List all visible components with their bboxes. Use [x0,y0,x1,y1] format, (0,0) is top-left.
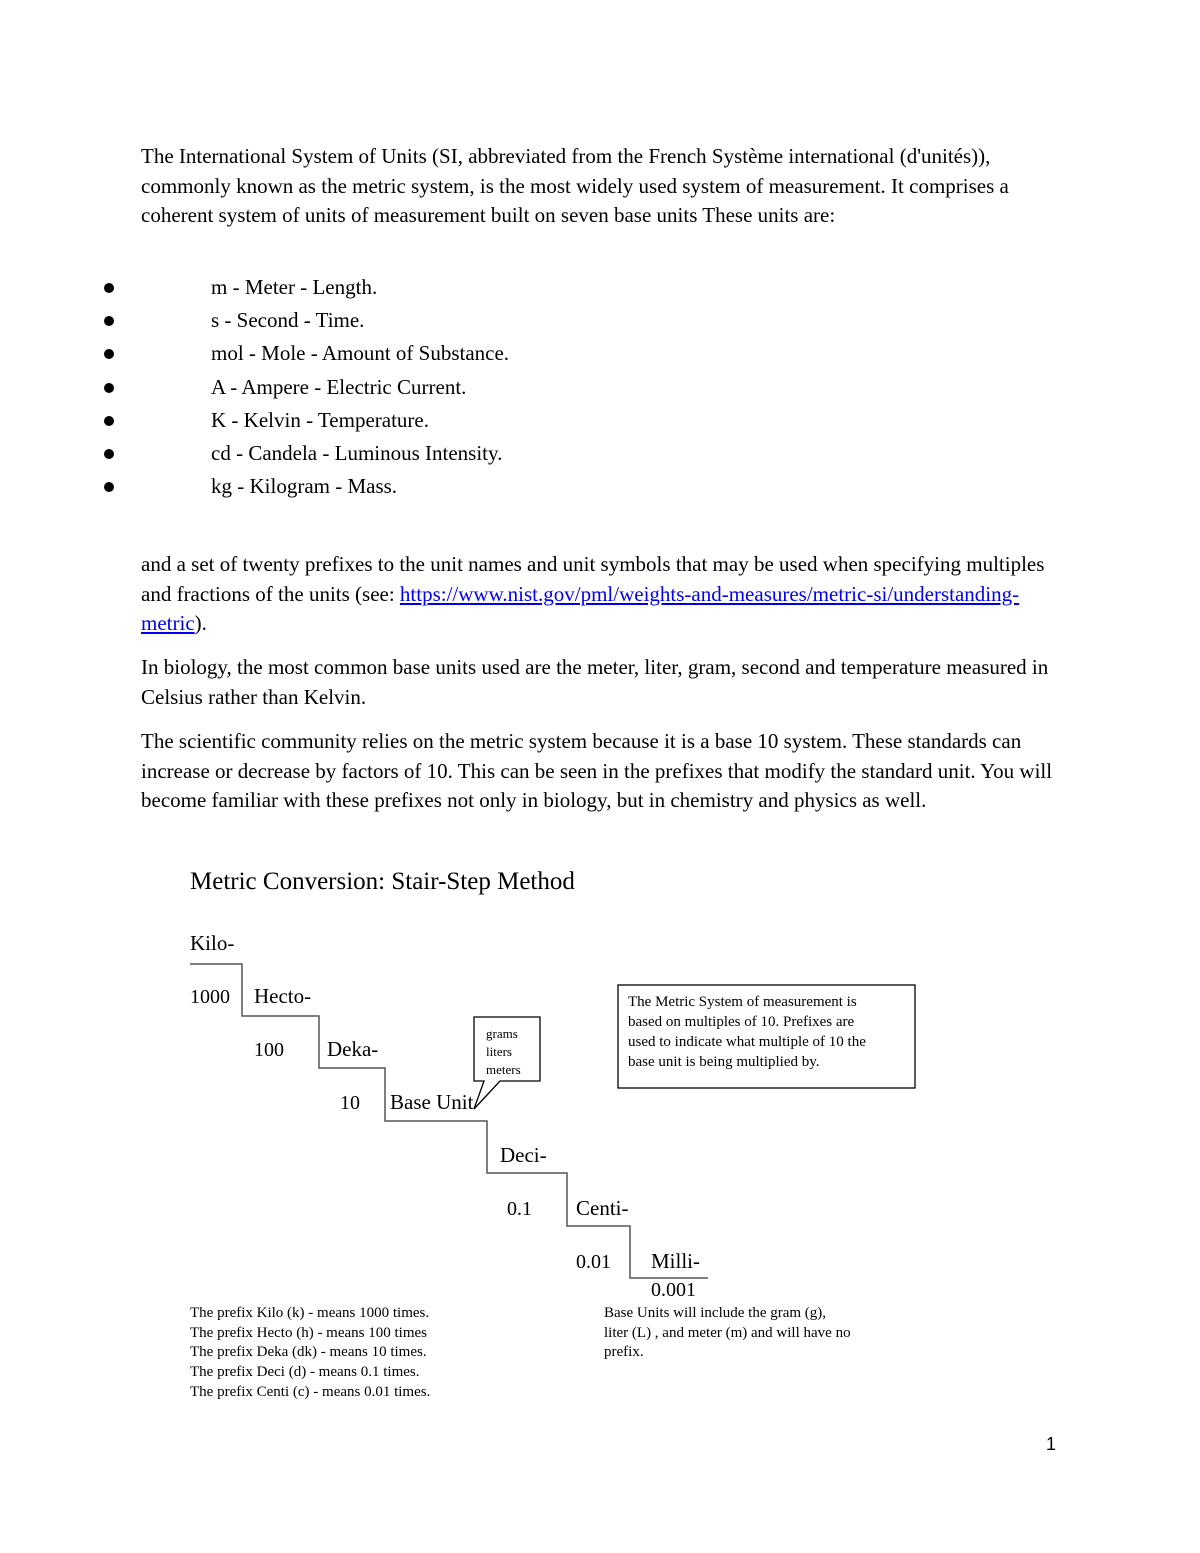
base-unit-note-2: liter (L) , and meter (m) and will have no [604,1325,851,1341]
info-line-1: The Metric System of measurement is [628,994,857,1010]
step-value-deka: 10 [340,1092,360,1114]
bullet-icon [104,349,114,359]
intro-paragraph: The International System of Units (SI, abbreviated from the French Système international (d'unités)), commonly known as the metric system, is the most widely used system of measurement. It comprises a coherent system of units of measurement built on seven base units These units are: [141,144,1009,227]
step-value-kilo: 1000 [190,986,230,1008]
bullet-icon [104,283,114,293]
info-line-3: used to indicate what multiple of 10 the [628,1034,866,1050]
stair-step-diagram [0,855,1200,1415]
diagram-title: Metric Conversion: Stair-Step Method [190,868,575,895]
step-prefix-deci: Deci- [500,1143,547,1167]
base-unit-note-3: prefix. [604,1344,644,1360]
info-line-4: base unit is being multiplied by. [628,1054,820,1070]
callout-liters: liters [486,1044,512,1059]
bullet-icon [104,316,114,326]
science-paragraph: The scientific community relies on the metric system because it is a base 10 system. These standards can increase or decrease by factors of 10. This can be seen in the prefixes that modify the standard unit. You will become familiar with these prefixes not only in biology, but in chemistry and physics as well. [141,729,1053,812]
bullet-icon [104,416,114,426]
step-value-milli: 0.001 [651,1279,696,1301]
bullet-icon [104,482,114,492]
prefix-note-hecto: The prefix Hecto (h) - means 100 times [190,1325,428,1341]
prefix-note-deka: The prefix Deka (dk) - means 10 times. [190,1344,427,1360]
callout-grams: grams [486,1026,518,1041]
prefix-note-centi: The prefix Centi (c) - means 0.01 times. [190,1384,431,1400]
bullet-icon [104,383,114,393]
prefix-paragraph: and a set of twenty prefixes to the unit names and unit symbols that may be used when specifying multiples and fractions of the units (see: https://www.nist.gov/pml/weights-and-measures/metric-si/understanding-metric). [141,552,1045,635]
callout-meters: meters [486,1062,521,1077]
step-prefix-hecto: Hecto- [254,984,312,1008]
step-prefix-kilo: Kilo- [190,931,235,955]
step-value-deci: 0.1 [507,1198,532,1220]
page-number: 1 [1046,1434,1057,1454]
step-prefix-base-unit: Base Unit [390,1090,474,1114]
step-prefix-centi: Centi- [576,1196,629,1220]
info-line-2: based on multiples of 10. Prefixes are [628,1014,855,1030]
bullet-icon [104,449,114,459]
prefix-note-kilo: The prefix Kilo (k) - means 1000 times. [190,1305,430,1321]
base-unit-note-1: Base Units will include the gram (g), [604,1305,827,1321]
biology-paragraph: In biology, the most common base units used are the meter, liter, gram, second and temperature measured in Celsius rather than Kelvin. [141,655,1049,709]
document-page: The International System of Units (SI, abbreviated from the French Système international (d'unités)), commonly known as the metric system, is the most widely used system of measurement. It comprises a coherent system of units of measurement built on seven base units These units are: m - Meter - Length. s - Second - Time. mol - Mole - Amount of Substance. A - Ampere - Electric Current. K - Kelvin - Temperature. cd - Candela - Luminous Intensity. kg - Kilogram - Mass. and a set of twenty prefixes to the unit names and unit symbols that may be used when specifying multiples and fractions of the units (see: https://www.nist.gov/pml/weights-and-measures/metric-si/understanding-metric). In biology, the most common base units used are the meter, liter, gram, second and temperature measured in Celsius rather than Kelvin. The scientific community relies on the metric system because it is a base 10 system. These standards can increase or decrease by factors of 10. This can be seen in the prefixes that modify the standard unit. You will become familiar with these prefixes not only in biology, but in chemistry and physics as well. Metric Conversion: Stair-Step Method Kilo- Hecto- Deka- Base Unit Deci- Centi- Milli- 1000 100 10 0.1 0.01 0.001 grams liters meters The Metric System of measurement is based on multiples of 10. Prefixes are used to indicate what multiple of 10 the base unit is being multiplied by. The prefix Kilo (k) - means 1000 times. The prefix Hecto (h) - means 100 times The prefix Deka (dk) - means 10 times. The prefix Deci (d) - means 0.1 times. The prefix Centi (c) - means 0.01 times. Base Units will include the gram (g), liter (L) , and meter (m) and will have no prefix. 1 [0,0,1200,1553]
step-prefix-deka: Deka- [327,1037,379,1061]
prefix-note-deci: The prefix Deci (d) - means 0.1 times. [190,1364,420,1380]
step-prefix-milli: Milli- [651,1249,701,1273]
nist-link[interactable]: https://www.nist.gov/pml/weights-and-measures/metric-si/understanding-metric [141,581,1020,635]
step-value-centi: 0.01 [576,1251,611,1273]
step-value-hecto: 100 [254,1039,284,1061]
